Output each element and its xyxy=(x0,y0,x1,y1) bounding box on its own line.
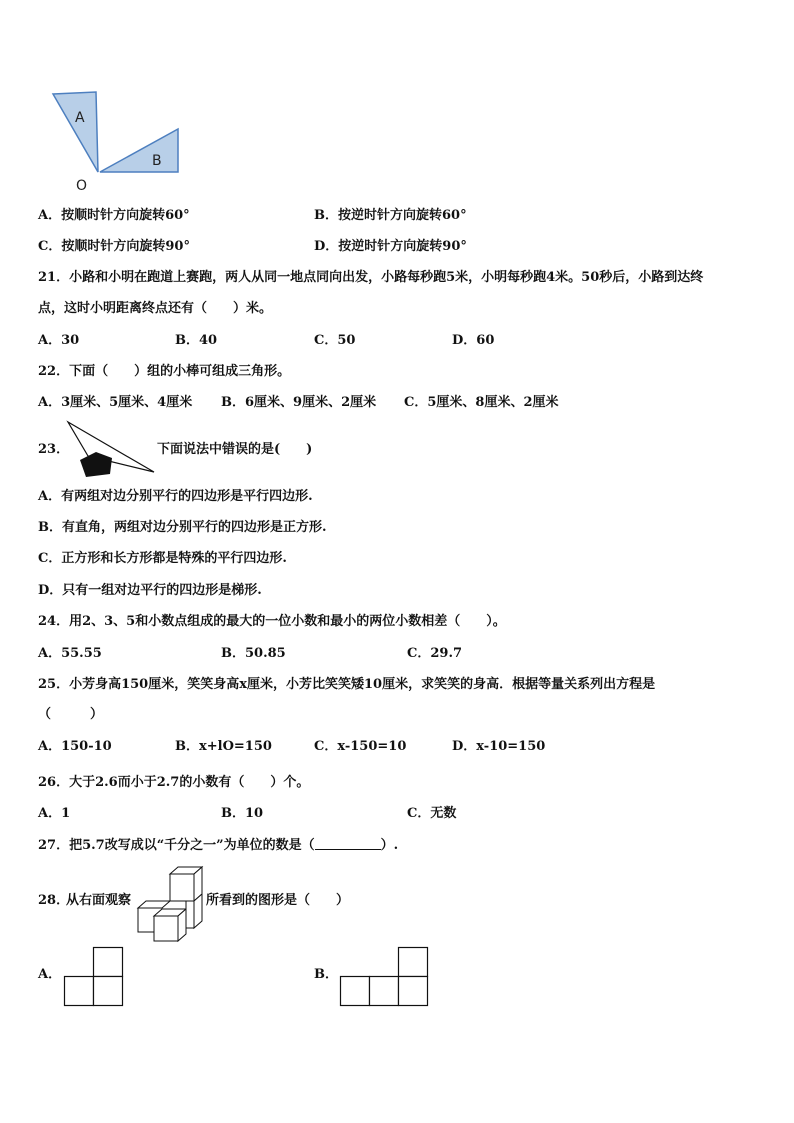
q24-option-c[interactable]: C．29.7 xyxy=(407,646,463,661)
cube-right-front xyxy=(186,901,194,928)
q26-option-c[interactable]: C．无数 xyxy=(407,806,457,821)
rotation-figure xyxy=(48,88,188,196)
triangle-with-card-figure xyxy=(66,420,156,480)
q23-stem: 下面说法中错误的是( ) xyxy=(157,442,313,457)
q28-option-b-label[interactable]: B． xyxy=(314,967,338,982)
q21-stem-line2: 点，这时小明距离终点还有（ ）米。 xyxy=(38,301,273,316)
q27-answer-blank[interactable] xyxy=(315,837,381,850)
q22-option-b[interactable]: B．6厘米、9厘米、2厘米 xyxy=(221,395,377,410)
q28-option-a-label[interactable]: A． xyxy=(38,967,62,982)
q20-option-b[interactable]: B．按逆时针方向旋转60° xyxy=(314,208,467,223)
q21-option-d[interactable]: D．60 xyxy=(452,333,495,348)
q28-stem-before: 从右面观察 xyxy=(66,893,132,908)
covering-card xyxy=(80,452,112,477)
cube-left-top xyxy=(138,901,170,908)
cube-stack-figure xyxy=(136,864,208,944)
q27-stem xyxy=(38,837,398,854)
q25-stem-line2: （ ） xyxy=(38,707,104,722)
q25-option-c[interactable]: C．x-150=10 xyxy=(314,739,407,754)
q21-option-b[interactable]: B．40 xyxy=(175,333,218,348)
q21-option-c[interactable]: C．50 xyxy=(314,333,356,348)
q25-stem-line1: 25．小芳身高150厘米，笑笑身高x厘米，小芳比笑笑矮10厘米，求笑笑的身高．根据等量关系列出方程是 xyxy=(38,677,656,692)
q22-stem: 22．下面（ ）组的小棒可组成三角形。 xyxy=(38,364,291,379)
grid-square xyxy=(399,948,428,977)
q23-option-d[interactable]: D．只有一组对边平行的四边形是梯形. xyxy=(38,583,262,598)
q21-option-a[interactable]: A．30 xyxy=(38,333,80,348)
q23-option-b[interactable]: B．有直角，两组对边分别平行的四边形是正方形. xyxy=(38,520,327,535)
q27-stem-after: ）. xyxy=(380,838,399,853)
q22-option-a[interactable]: A．3厘米、5厘米、4厘米 xyxy=(38,395,193,410)
label-a: A xyxy=(75,110,85,126)
q24-option-b[interactable]: B．50.85 xyxy=(221,646,286,661)
q28-number: 28． xyxy=(38,893,70,908)
label-b: B xyxy=(152,153,162,169)
q25-option-b[interactable]: B．x+lO=150 xyxy=(175,739,272,754)
q20-option-c[interactable]: C．按顺时针方向旋转90° xyxy=(38,239,190,254)
q28-option-a-figure[interactable] xyxy=(63,946,125,1008)
q20-option-d[interactable]: D．按逆时针方向旋转90° xyxy=(314,239,467,254)
q22-option-c[interactable]: C．5厘米、8厘米、2厘米 xyxy=(404,395,559,410)
triangle-a xyxy=(53,92,98,172)
q21-stem-line1: 21．小路和小明在跑道上赛跑，两人从同一地点同向出发，小路每秒跑5米，小明每秒跑4米。50秒后，小路到达终 xyxy=(38,270,704,285)
triangle-b xyxy=(100,129,178,172)
q23-option-c[interactable]: C．正方形和长方形都是特殊的平行四边形. xyxy=(38,551,287,566)
q26-option-b[interactable]: B．10 xyxy=(221,806,264,821)
q25-option-d[interactable]: D．x-10=150 xyxy=(452,739,546,754)
grid-square xyxy=(341,977,370,1006)
q23-option-a[interactable]: A．有两组对边分别平行的四边形是平行四边形. xyxy=(38,489,313,504)
grid-square xyxy=(94,948,123,977)
label-o: O xyxy=(76,178,88,194)
q27-stem-before: 27．把5.7改写成以“千分之一”为单位的数是（ xyxy=(38,838,315,853)
grid-square xyxy=(399,977,428,1006)
q28-option-b-figure[interactable] xyxy=(339,946,430,1008)
q26-option-a[interactable]: A．1 xyxy=(38,806,71,821)
grid-square xyxy=(65,977,94,1006)
q20-option-a[interactable]: A．按顺时针方向旋转60° xyxy=(38,208,190,223)
q24-stem: 24．用2、3、5和小数点组成的最大的一位小数和最小的两位小数相差（ ）。 xyxy=(38,614,506,629)
cube-front-front xyxy=(154,916,178,941)
q23-number: 23． xyxy=(38,442,70,457)
cube-top-front xyxy=(170,874,194,901)
q24-option-a[interactable]: A．55.55 xyxy=(38,646,102,661)
q28-stem-after: 所看到的图形是（ ） xyxy=(206,893,350,908)
q26-stem: 26．大于2.6而小于2.7的小数有（ ）个。 xyxy=(38,775,310,790)
grid-square xyxy=(370,977,399,1006)
q25-option-a[interactable]: A．150-10 xyxy=(38,739,112,754)
grid-square xyxy=(94,977,123,1006)
